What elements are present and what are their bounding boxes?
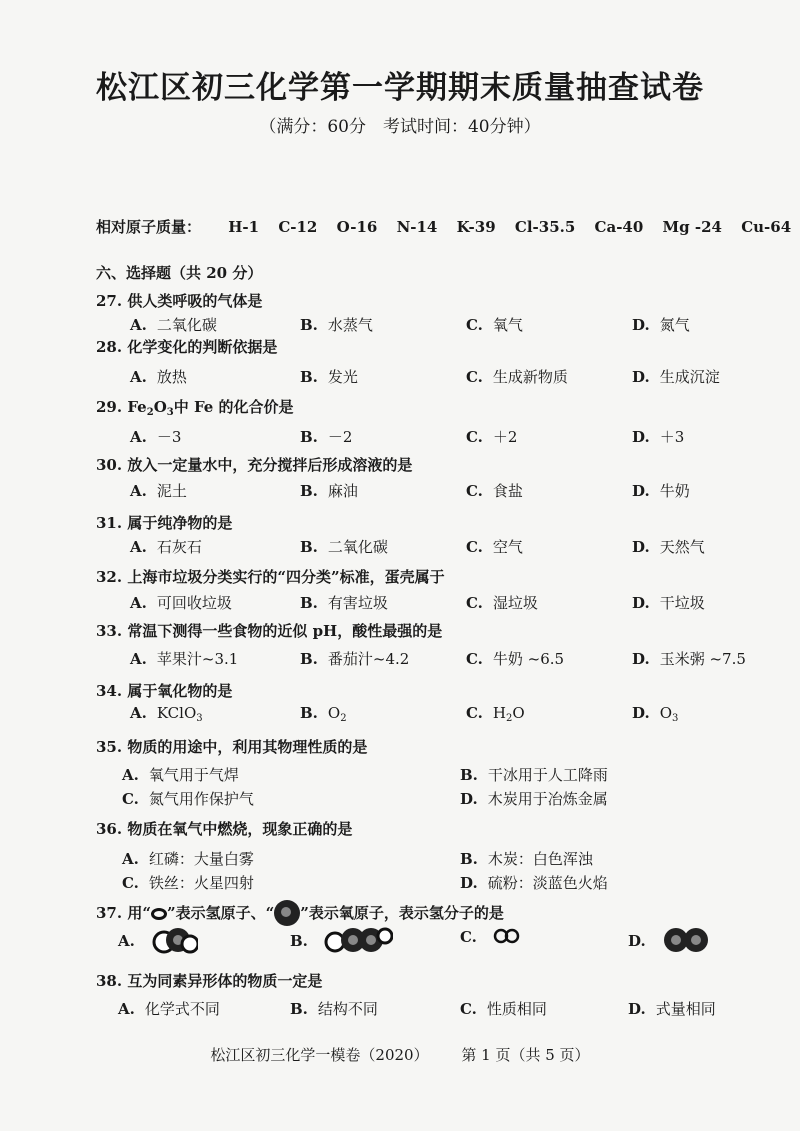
question-36: 36. 物质在氧气中燃烧，现象正确的是 xyxy=(96,820,353,838)
question-33: 33. 常温下测得一些食物的近似 pH，酸性最强的是 xyxy=(96,622,443,640)
page-title: 松江区初三化学第一学期期末质量抽查试卷 xyxy=(96,70,704,106)
question-32: 32. 上海市垃圾分类实行的“四分类”标准，蛋壳属于 xyxy=(96,568,445,586)
option-c: C. 氧气 xyxy=(466,316,523,334)
option-a: A. 泥土 xyxy=(130,482,187,500)
molecule-b-icon xyxy=(323,926,393,954)
option-c: C. 铁丝：火星四射 xyxy=(122,874,254,892)
option-d: D. 生成沉淀 xyxy=(632,368,720,386)
option-d: D. 玉米粥 ~7.5 xyxy=(632,650,746,668)
option-a: A. 可回收垃圾 xyxy=(130,594,232,612)
atomic-mass: C-12 xyxy=(278,218,318,236)
atomic-mass: Mg -24 xyxy=(662,218,722,236)
atomic-mass: Cl-35.5 xyxy=(514,218,576,236)
option-a: A. 二氧化碳 xyxy=(130,316,217,334)
question-35: 35. 物质的用途中，利用其物理性质的是 xyxy=(96,738,368,756)
question-34: 34. 属于氧化物的是 xyxy=(96,682,233,700)
option-d: D. xyxy=(628,926,714,954)
atomic-masses-label: 相对原子质量： xyxy=(96,218,202,236)
option-c: C. 性质相同 xyxy=(460,1000,547,1018)
option-c: C. 湿垃圾 xyxy=(466,594,538,612)
option-d: D. 牛奶 xyxy=(632,482,690,500)
molecule-d-icon xyxy=(660,926,714,954)
hydrogen-atom-icon xyxy=(151,908,167,920)
section-title: 六、选择题（共 20 分） xyxy=(96,264,263,282)
option-b: B. 二氧化碳 xyxy=(300,538,388,556)
question-stem: 供人类呼吸的气体是 xyxy=(127,292,263,310)
question-31: 31. 属于纯净物的是 xyxy=(96,514,233,532)
option-d: D. 式量相同 xyxy=(628,1000,716,1018)
page-footer xyxy=(0,1044,800,1065)
option-d: D. 木炭用于冶炼金属 xyxy=(460,790,608,808)
option-c: C. xyxy=(460,926,522,946)
option-b: B. 干冰用于人工降雨 xyxy=(460,766,608,784)
option-a: A. 石灰石 xyxy=(130,538,202,556)
option-b: B. 发光 xyxy=(300,368,358,386)
option-d: D. ＋3 xyxy=(632,428,685,446)
option-a: A. KClO$_3$ xyxy=(130,704,203,724)
option-c: C. 牛奶 ~6.5 xyxy=(466,650,565,668)
option-a: A. xyxy=(118,926,198,954)
atomic-mass: H-1 xyxy=(228,218,260,236)
option-d: D. 天然气 xyxy=(632,538,705,556)
option-a: A. 化学式不同 xyxy=(118,1000,220,1018)
footer-doc: 松江区初三化学一模卷（2020） xyxy=(210,1046,429,1064)
option-a: A. 氧气用于气焊 xyxy=(122,766,239,784)
option-b: B. 麻油 xyxy=(300,482,358,500)
option-d: D. 干垃圾 xyxy=(632,594,705,612)
atomic-masses xyxy=(96,216,792,237)
option-b: B. $O_2$ xyxy=(300,704,347,724)
option-b: B. xyxy=(290,926,393,954)
option-b: B. －2 xyxy=(300,428,353,446)
option-b: B. 番茄汁~4.2 xyxy=(300,650,410,668)
question-28: 28. 化学变化的判断依据是 xyxy=(96,338,278,356)
atomic-mass: Ca-40 xyxy=(594,218,644,236)
option-a: A. 红磷：大量白雾 xyxy=(122,850,254,868)
option-a: A. －3 xyxy=(130,428,182,446)
question-38: 38. 互为同素异形体的物质一定是 xyxy=(96,972,323,990)
atomic-mass: N-14 xyxy=(396,218,438,236)
exam-info: （满分：60分 考试时间：40分钟） xyxy=(259,117,541,137)
option-b: B. 木炭：白色浑浊 xyxy=(460,850,593,868)
atomic-mass: K-39 xyxy=(456,218,496,236)
option-d: D. $O_3$ xyxy=(632,704,679,724)
option-c: C. $H_2O$ xyxy=(466,704,525,724)
option-c: C. ＋2 xyxy=(466,428,518,446)
option-a: A. 放热 xyxy=(130,368,187,386)
option-d: D. 氮气 xyxy=(632,316,690,334)
question-27 xyxy=(96,290,262,311)
atomic-mass: O-16 xyxy=(336,218,378,236)
molecule-a-icon xyxy=(150,926,198,954)
option-c: C. 生成新物质 xyxy=(466,368,568,386)
option-b: B. 有害垃圾 xyxy=(300,594,388,612)
option-b: B. 结构不同 xyxy=(290,1000,378,1018)
option-b: B. 水蒸气 xyxy=(300,316,373,334)
question-30: 30. 放入一定量水中，充分搅拌后形成溶液的是 xyxy=(96,456,413,474)
option-c: C. 氮气用作保护气 xyxy=(122,790,254,808)
question-number: 27. xyxy=(96,292,123,310)
molecule-c-icon xyxy=(492,926,522,946)
oxygen-atom-icon xyxy=(274,900,300,926)
question-37: 37. 用“ ”表示氢原子、“ ”表示氧原子，表示氢分子的是 xyxy=(96,900,504,926)
footer-page: 第 1 页（共 5 页） xyxy=(461,1046,590,1064)
option-c: C. 食盐 xyxy=(466,482,523,500)
option-a: A. 苹果汁~3.1 xyxy=(130,650,239,668)
question-29: 29. $Fe_2O_3$中 Fe 的化合价是 xyxy=(96,398,294,418)
option-c: C. 空气 xyxy=(466,538,523,556)
atomic-mass: Cu-64 xyxy=(741,218,792,236)
option-d: D. 硫粉：淡蓝色火焰 xyxy=(460,874,608,892)
